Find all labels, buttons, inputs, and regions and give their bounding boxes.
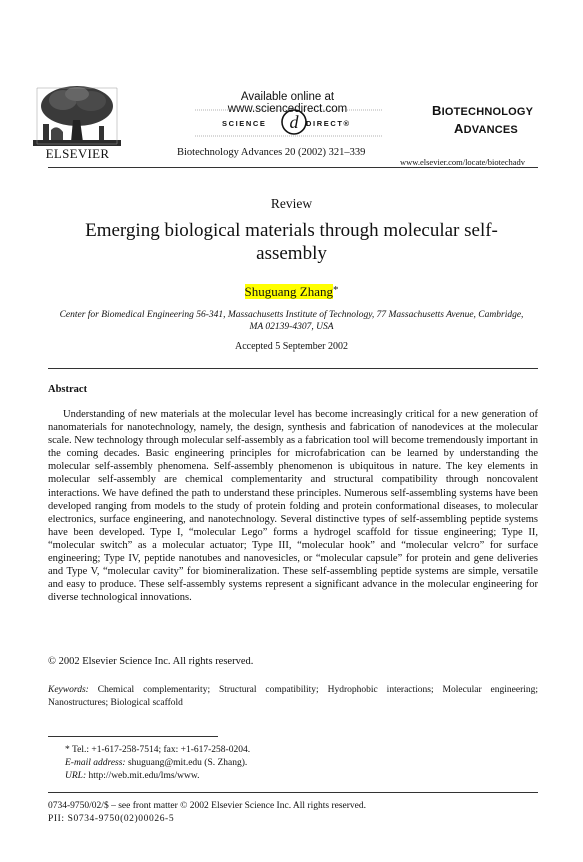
abstract-body [48, 408, 538, 604]
footnote-email: E-mail address: shuguang@mit.edu (S. Zhang). [65, 758, 248, 768]
publisher-name: ELSEVIER [45, 146, 110, 161]
svg-text:d: d [289, 112, 299, 132]
journal-title-line1: BIOTECHNOLOGY [432, 103, 534, 118]
keywords [48, 684, 538, 709]
article-title: Emerging biological materials through molecular self-assembly [85, 220, 498, 264]
footer-divider [48, 792, 538, 793]
keywords-label: Keywords: [48, 685, 89, 695]
header-divider [48, 167, 538, 168]
available-online-text: Available online at www.sciencedirect.com [227, 91, 348, 115]
pii-line: PII: S0734-9750(02)00026-5 [48, 814, 175, 824]
article-type: Review [270, 196, 313, 211]
email-link[interactable]: shuguang@mit.edu (S. Zhang). [127, 758, 248, 768]
footnote-url: URL: http://web.mit.edu/lms/www. [65, 771, 200, 781]
author-footnote-mark: * [332, 284, 339, 296]
keywords-text: Chemical complementarity; Structural compatibility; Hydrophobic interactions; Molecular engineering; Nanostructures; Biological scaffold [48, 685, 539, 708]
abstract-paragraph: Understanding of new materials at the molecular level has become increasingly critical for a new generation of nanomaterials for nanotechnology, namely, the design, synthesis and fabrication of nanodevices at the molecular scale. New technology through molecular self-assembly as a fabrication tool will become tremendously important in the coming decades. Basic engineering principles for microfabrication can be learned by understanding the molecular self-assembly phenomena. Self-assembly phenomenon is ubiquitous in nature. The key elements in molecular self-assembly are chemical complementarity and structural compatibility through noncovalent interactions. We have defined the path to understand these principles. Numerous self-assembling systems have been developed ranging from models to the study of protein folding and protein conformational diseases, to molecular electronics, surface engineering, and nanotechnology. Several distinctive types of self-assembling peptide systems have been developed. Type I, “molecular Lego” forms a hydrogel scaffold for tissue engineering; Type II, “molecular switch” as a molecular actuator; Type III, “molecular hook” and “molecular velcro” for surface engineering; Type IV, peptide nanotubes and nanovesicles, or “molecular capsule” for protein and gene deliveries and Type V, “molecular cavity” for biomineralization. These self-assembling peptide systems are simple, versatile and easy to produce. These self-assembly systems represent a significant advance in the molecular engineering for diverse technological innovations. [48, 409, 538, 604]
elsevier-tree-logo [33, 84, 121, 148]
abstract-heading: Abstract [48, 384, 88, 395]
author-name[interactable]: Shuguang Zhang [244, 284, 333, 299]
journal-citation: Biotechnology Advances 20 (2002) 321–339 [177, 147, 366, 158]
sciencedirect-at-icon [279, 107, 309, 137]
journal-url-link[interactable]: www.elsevier.com/locate/biotechadv [400, 157, 526, 167]
abstract-copyright: © 2002 Elsevier Science Inc. All rights reserved. [48, 656, 254, 667]
footnote-telephone: * Tel.: +1-617-258-7514; fax: +1-617-258-0204. [65, 745, 251, 755]
issn-line: 0734-9750/02/$ – see front matter © 2002 Elsevier Science Inc. All rights reserved. [48, 801, 366, 811]
accepted-date: Accepted 5 September 2002 [234, 341, 349, 352]
author-url-link[interactable]: http://web.mit.edu/lms/www. [88, 771, 200, 781]
journal-title-line2: ADVANCES [454, 121, 518, 136]
sciencedirect-wordmark-right: DIRECT® [306, 119, 351, 128]
author-line [0, 284, 583, 300]
author-affiliation: Center for Biomedical Engineering 56-341, Massachusetts Institute of Technology, 77 Massachusetts Avenue, Cambridge, MA 02139-4307, USA [59, 310, 524, 332]
abstract-divider [48, 368, 538, 369]
sciencedirect-wordmark-left: SCIENCE [222, 119, 267, 128]
footnote-divider [48, 736, 218, 737]
